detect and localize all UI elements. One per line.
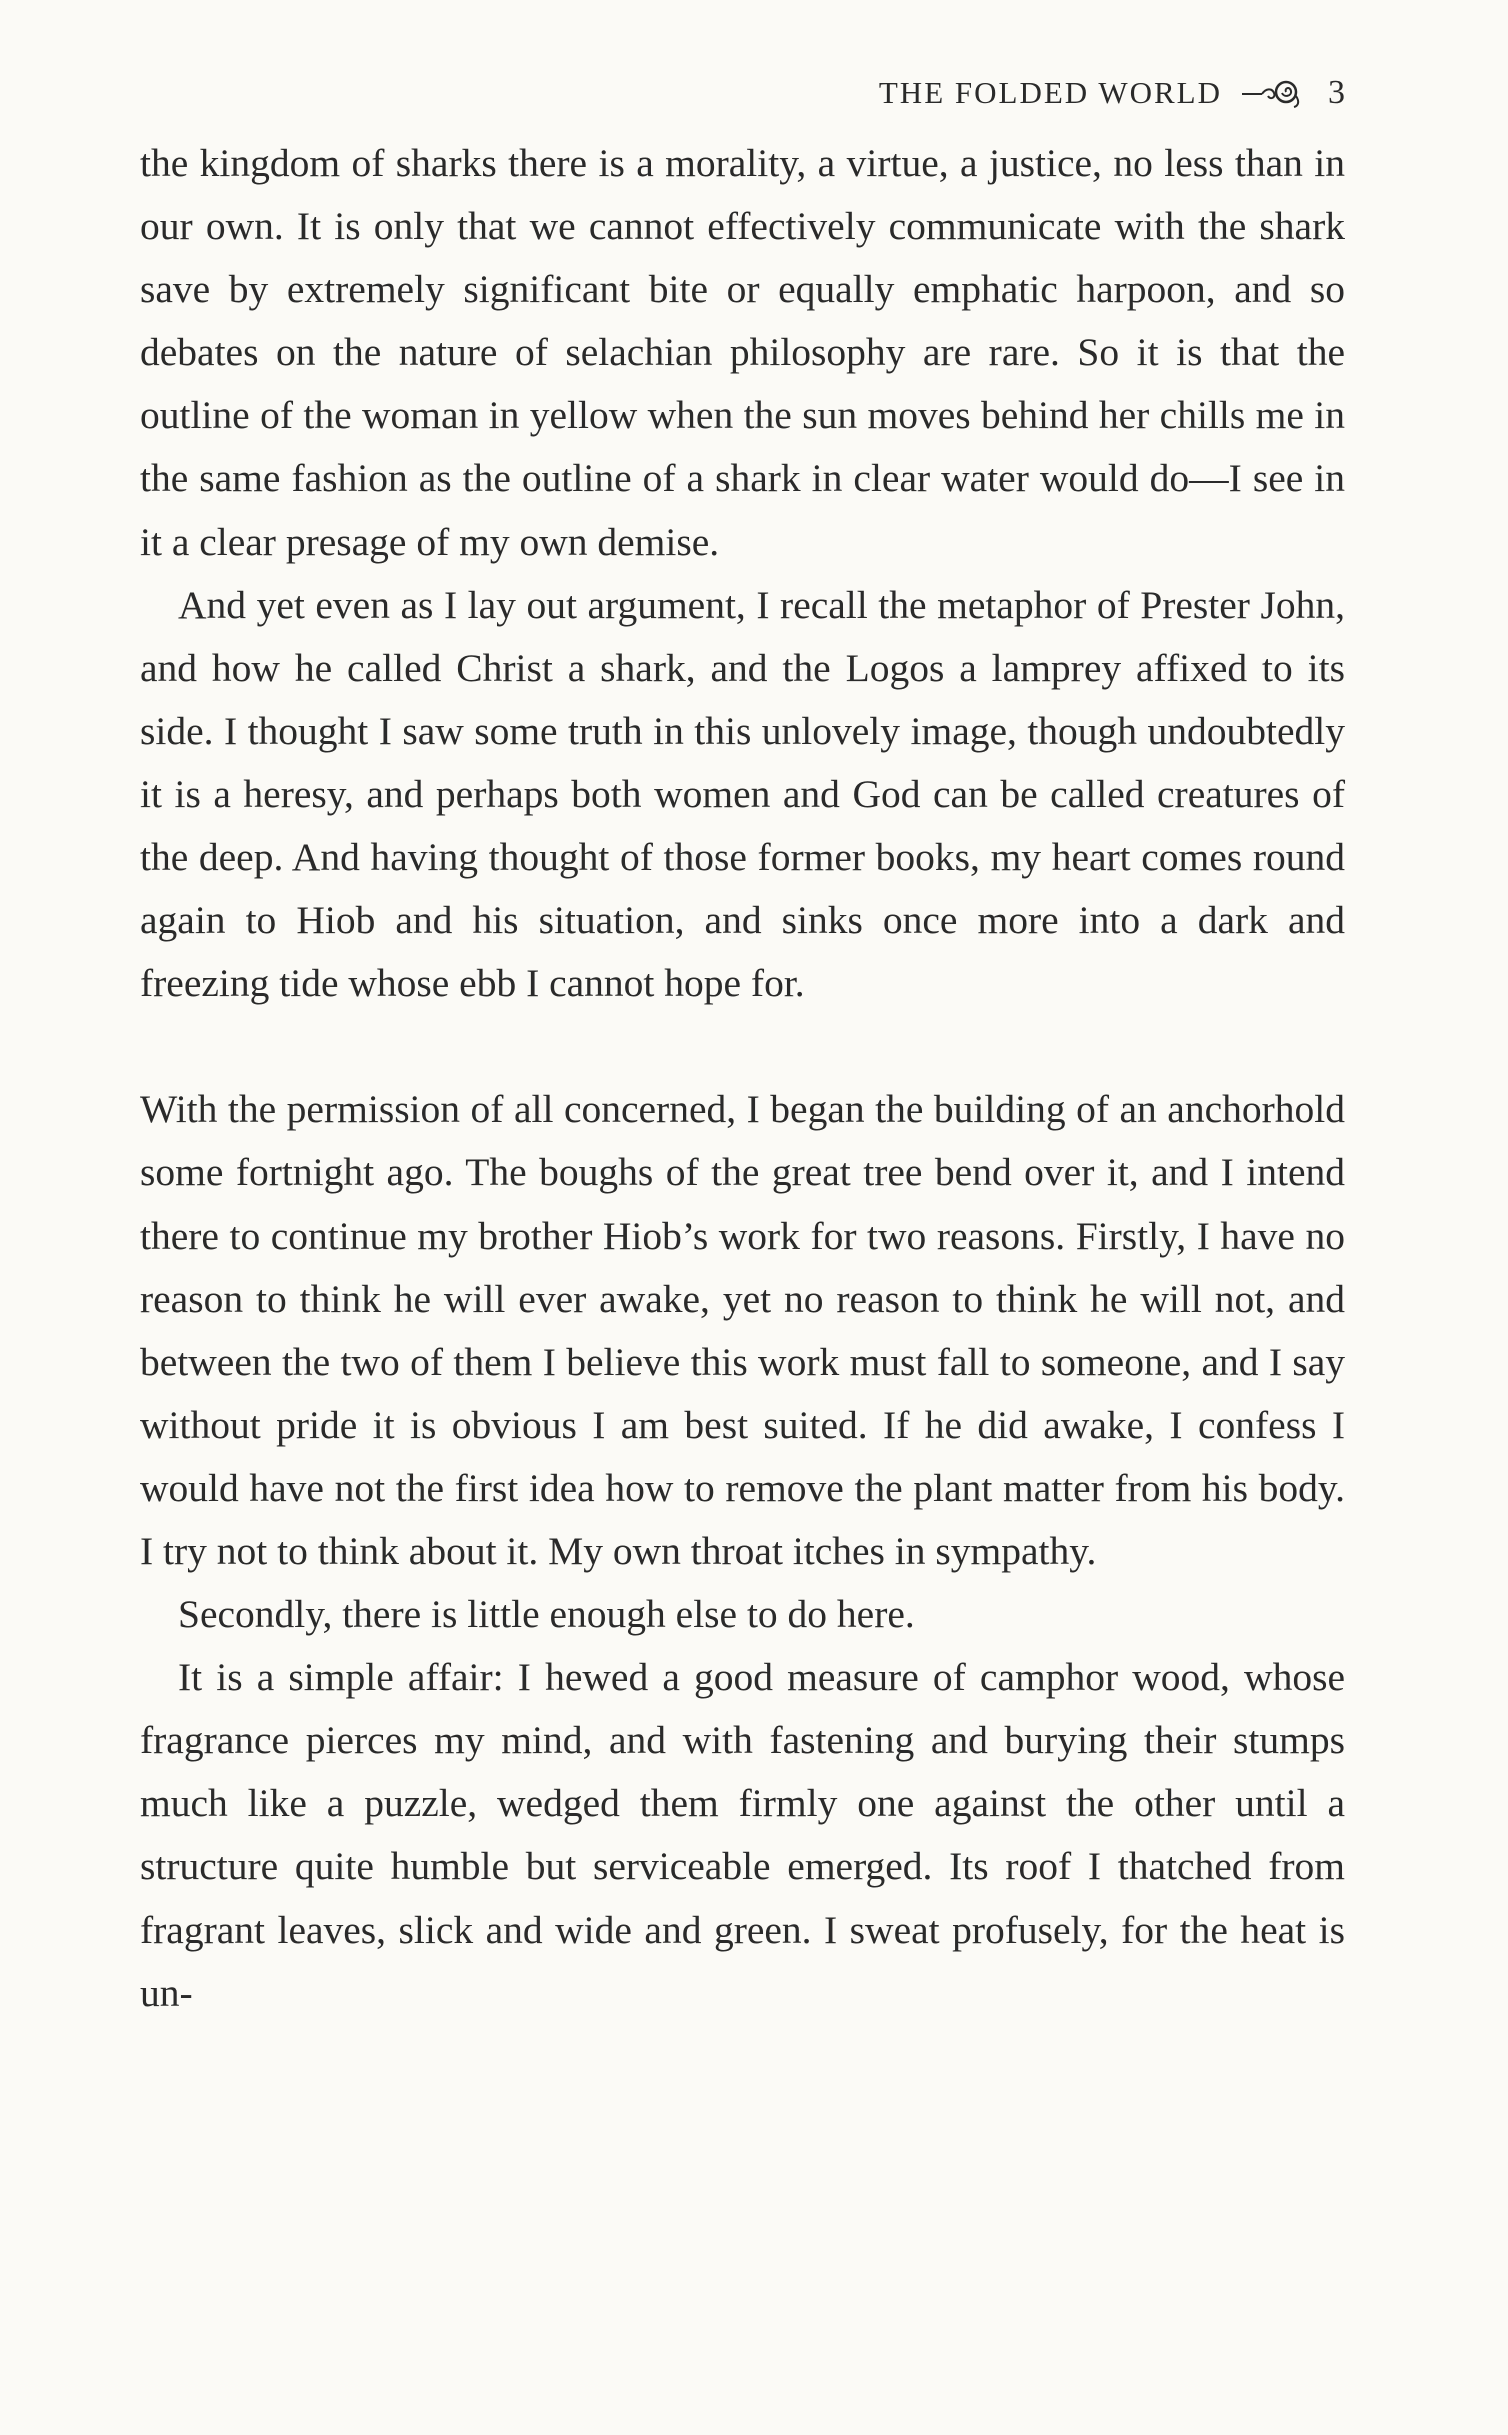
ornament-swirl-icon: [1240, 76, 1306, 110]
running-head-title: THE FOLDED WORLD: [878, 75, 1222, 110]
paragraph: Secondly, there is little enough else to do here.: [178, 1592, 915, 1637]
section-break: [140, 1015, 1345, 1078]
paragraph: And yet even as I lay out argument, I recall the metaphor of Prester John, and how he called Christ a shark, and the Logos a lamprey affixed to its side. I thought I saw some truth in this unlovely image, though undoubtedly it is a heresy, and perhaps both women and God can be called creatures of the deep. And having thought of those former books, my heart comes round again to Hiob and his situation, and sinks once more into a dark and freezing tide whose ebb I cannot hope for.: [140, 582, 1345, 1006]
paragraph-continued: the kingdom of sharks there is a morality, a virtue, a justice, no less than in our own. It is only that we cannot effectively communicate with the shark save by extremely significant bite or equally emphatic harpoon, and so debates on the nature of selachian philosophy are rare. So it is that the outline of the woman in yellow when the sun moves behind her chills me in the same fashion as the outline of a shark in clear water would do—I see in it a clear presage of my own demise.: [140, 141, 1345, 564]
paragraph-section-start: With the permission of all concerned, I began the building of an anchorhold some fortnight ago. The boughs of the great tree bend over it, and I intend there to continue my brother Hiob’s work for two reasons. Firstly, I have no reason to think he will ever awake, yet no reason to think he will not, and between the two of them I believe this work must fall to someone, and I say without pride it is obvious I am best suited. If he did awake, I confess I would have not the first idea how to remove the plant matter from his body. I try not to think about it. My own throat itches in sympathy.: [140, 1087, 1345, 1573]
page-number: 3: [1328, 74, 1345, 111]
running-head: [140, 68, 1345, 118]
paragraph: It is a simple affair: I hewed a good measure of camphor wood, whose fragrance pierces my mind, and with fastening and burying their stumps much like a puzzle, wedged them firmly one against the other until a structure quite humble but serviceable emerged. Its roof I thatched from fragrant leaves, slick and wide and green. I sweat profusely, for the heat is un-: [140, 1655, 1345, 2015]
body-text: [140, 132, 1345, 2025]
